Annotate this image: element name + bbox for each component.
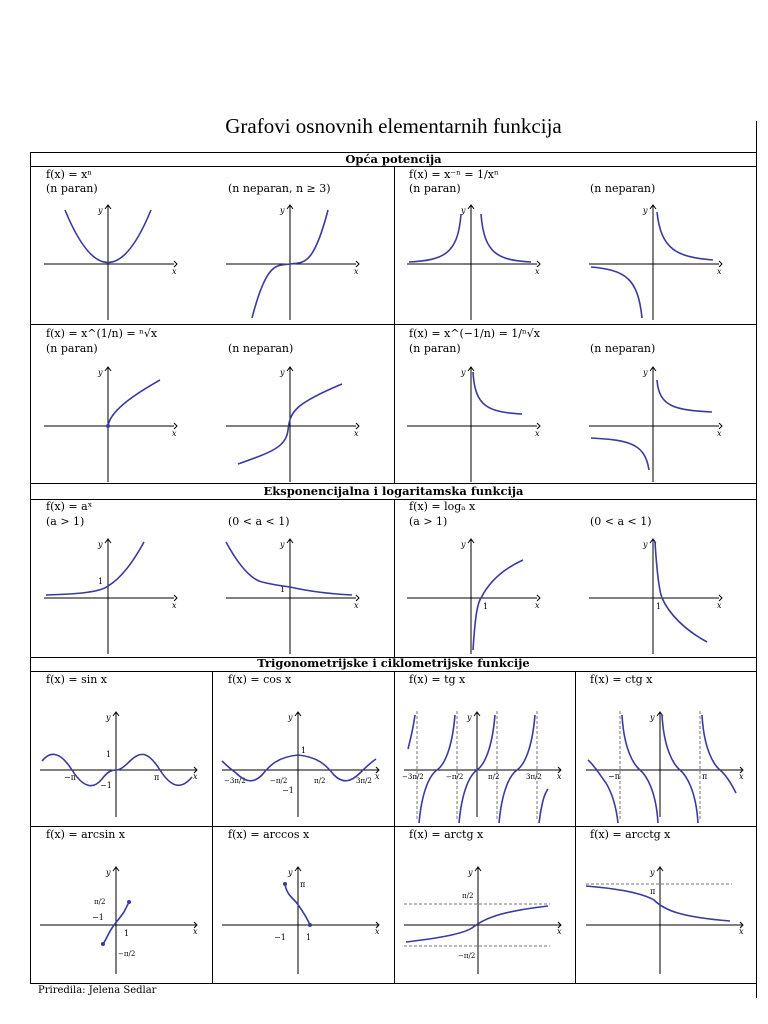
svg-text:y: y	[643, 368, 648, 377]
formula-x-pow-n: f(x) = xⁿ	[46, 168, 93, 181]
svg-text:x: x	[557, 927, 562, 936]
plot-arccos	[218, 862, 388, 982]
page-title: Grafovi osnovnih elementarnih funkcija	[225, 114, 562, 138]
svg-text:y: y	[650, 713, 655, 722]
plot-arcsin	[36, 862, 206, 982]
svg-text:y: y	[106, 713, 111, 722]
x-axis-label: x	[172, 267, 177, 276]
svg-text:1: 1	[656, 602, 662, 611]
svg-text:−π/2: −π/2	[458, 952, 476, 960]
svg-text:x: x	[535, 429, 540, 438]
svg-text:x: x	[375, 927, 380, 936]
y-axis-label: y	[98, 206, 103, 215]
svg-text:x: x	[193, 772, 198, 781]
svg-text:−π: −π	[64, 773, 76, 782]
svg-text:π/2: π/2	[94, 898, 106, 906]
formula-inverse-root: f(x) = x^(−1/n) = 1/ⁿ√x	[409, 327, 540, 340]
svg-text:x: x	[717, 429, 722, 438]
plot-tg	[400, 705, 570, 825]
cond-n-odd-ge3: (n neparan, n ≥ 3)	[228, 182, 331, 195]
svg-text:−1: −1	[274, 933, 286, 942]
plot-ctg	[582, 705, 752, 825]
svg-text:−1: −1	[92, 913, 104, 922]
svg-text:x: x	[535, 267, 540, 276]
plot-log-a-lt-1	[585, 534, 725, 659]
svg-text:x: x	[557, 772, 562, 781]
cond-n-even: (n paran)	[46, 182, 98, 195]
plot-x-pow-minus-n-odd	[585, 200, 725, 325]
svg-text:1: 1	[306, 933, 312, 942]
svg-text:y: y	[643, 540, 648, 549]
section-header-power: Opća potencija	[345, 152, 442, 166]
svg-text:3π/2: 3π/2	[526, 773, 542, 781]
formula-sin: f(x) = sin x	[46, 673, 108, 686]
svg-text:x: x	[717, 267, 722, 276]
svg-text:−π: −π	[608, 772, 620, 781]
svg-text:y: y	[650, 868, 655, 877]
svg-text:π/2: π/2	[314, 777, 326, 785]
svg-text:y: y	[461, 368, 466, 377]
formula-cos: f(x) = cos x	[228, 673, 292, 686]
plot-inverse-root-odd	[585, 362, 725, 487]
cond-a-gt-1: (a > 1)	[409, 515, 448, 528]
svg-text:x: x	[717, 601, 722, 610]
plot-root-odd	[222, 362, 362, 487]
formula-arcctg: f(x) = arcctg x	[590, 828, 671, 841]
tick-label-one: 1	[98, 577, 104, 586]
svg-text:1: 1	[483, 602, 489, 611]
cond-n-odd: (n neparan)	[228, 342, 294, 355]
formula-log: f(x) = logₐ x	[409, 500, 476, 513]
cond-n-even: (n paran)	[409, 342, 461, 355]
svg-text:y: y	[461, 540, 466, 549]
svg-text:π/2: π/2	[488, 773, 500, 781]
plot-cos	[218, 705, 388, 825]
plot-exp-a-gt-1	[40, 534, 180, 659]
svg-text:3π/2: 3π/2	[356, 777, 372, 785]
svg-text:π: π	[154, 773, 160, 782]
svg-text:−π/2: −π/2	[446, 773, 464, 781]
plot-root-even	[40, 362, 180, 487]
svg-text:y: y	[288, 868, 293, 877]
svg-text:1: 1	[106, 750, 112, 759]
formula-tg: f(x) = tg x	[409, 673, 466, 686]
cond-a-between-0-1: (0 < a < 1)	[228, 515, 290, 528]
svg-text:1: 1	[301, 746, 307, 755]
plot-x-pow-n-even	[40, 200, 180, 325]
svg-text:π: π	[300, 880, 306, 889]
svg-text:y: y	[280, 540, 285, 549]
svg-text:y: y	[280, 206, 285, 215]
credit-line: Priredila: Jelena Sedlar	[38, 985, 157, 996]
svg-text:y: y	[106, 868, 111, 877]
plot-x-pow-minus-n-even	[403, 200, 543, 325]
svg-text:y: y	[461, 206, 466, 215]
formula-ctg: f(x) = ctg x	[590, 673, 653, 686]
svg-text:−1: −1	[282, 786, 294, 795]
plot-arctg	[400, 862, 570, 982]
svg-text:x: x	[739, 927, 744, 936]
formula-arctg: f(x) = arctg x	[409, 828, 484, 841]
cond-n-even: (n paran)	[46, 342, 98, 355]
svg-text:x: x	[739, 772, 744, 781]
cond-n-even: (n paran)	[409, 182, 461, 195]
cond-a-gt-1: (a > 1)	[46, 515, 85, 528]
formula-x-pow-minus-n: f(x) = x⁻ⁿ = 1/xⁿ	[409, 168, 499, 181]
cond-n-odd: (n neparan)	[590, 342, 656, 355]
svg-text:−1: −1	[100, 781, 112, 790]
svg-text:π: π	[702, 772, 708, 781]
svg-text:x: x	[535, 601, 540, 610]
svg-text:y: y	[98, 540, 103, 549]
svg-text:−π/2: −π/2	[270, 777, 288, 785]
plot-inverse-root-even	[403, 362, 543, 487]
formula-exp: f(x) = aˣ	[46, 500, 93, 513]
svg-text:y: y	[643, 206, 648, 215]
plot-arcctg	[582, 862, 752, 982]
svg-text:−3π/2: −3π/2	[224, 777, 246, 785]
svg-text:−π/2: −π/2	[118, 950, 136, 958]
svg-text:y: y	[288, 713, 293, 722]
plot-exp-a-lt-1	[222, 534, 362, 659]
formula-arccos: f(x) = arccos x	[228, 828, 310, 841]
svg-text:x: x	[354, 267, 359, 276]
svg-text:π/2: π/2	[462, 892, 474, 900]
svg-text:y: y	[280, 368, 285, 377]
cond-a-between-0-1: (0 < a < 1)	[590, 515, 652, 528]
plot-log-a-gt-1	[403, 534, 543, 659]
plot-x-pow-n-odd	[222, 200, 362, 325]
svg-text:y: y	[98, 368, 103, 377]
svg-text:y: y	[467, 713, 472, 722]
svg-text:x: x	[193, 927, 198, 936]
svg-text:x: x	[354, 429, 359, 438]
svg-text:1: 1	[280, 585, 286, 594]
section-header-trig: Trigonometrijske i ciklometrijske funkcije	[257, 656, 530, 670]
svg-text:y: y	[468, 868, 473, 877]
section-header-exp-log: Eksponencijalna i logaritamska funkcija	[263, 484, 524, 498]
svg-text:x: x	[172, 429, 177, 438]
formula-arcsin: f(x) = arcsin x	[46, 828, 125, 841]
formula-root: f(x) = x^(1/n) = ⁿ√x	[46, 327, 158, 340]
svg-text:x: x	[375, 772, 380, 781]
cond-n-odd: (n neparan)	[590, 182, 656, 195]
svg-text:π: π	[650, 887, 656, 896]
svg-text:x: x	[172, 601, 177, 610]
svg-text:−3π/2: −3π/2	[402, 773, 424, 781]
svg-text:x: x	[354, 601, 359, 610]
plot-sin	[36, 705, 206, 825]
svg-text:1: 1	[124, 929, 130, 938]
